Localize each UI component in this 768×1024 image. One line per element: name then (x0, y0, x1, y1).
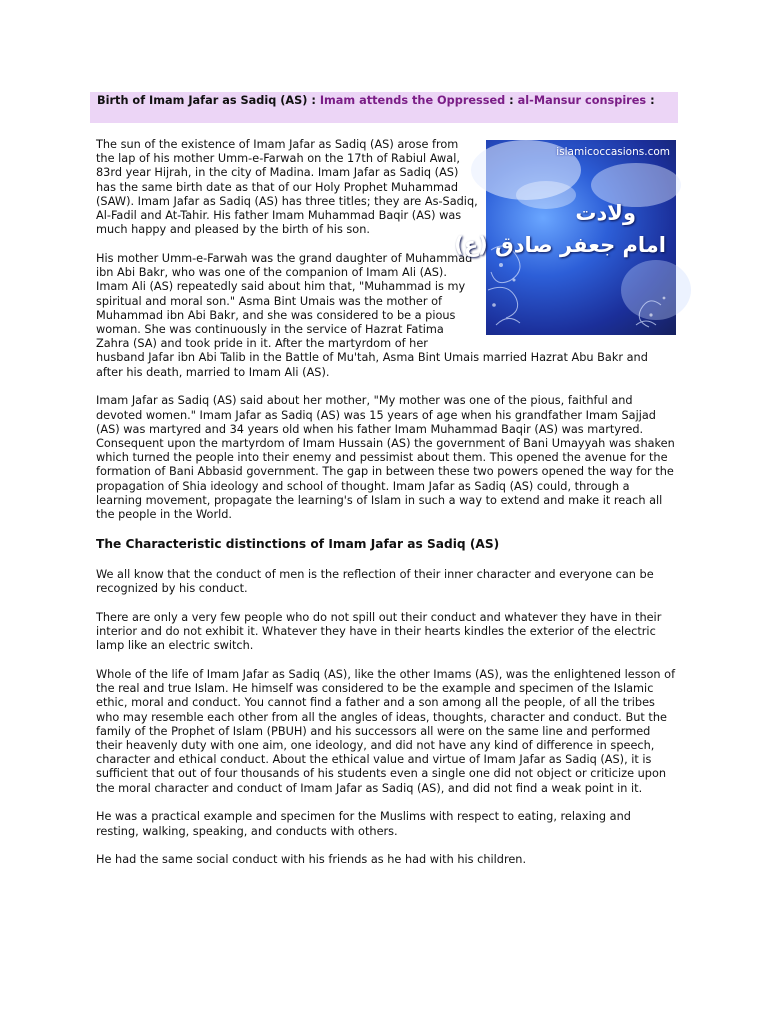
image-watermark: islamicoccasions.com (556, 146, 670, 158)
image-arabic-line-2: امام جعفر صادق (ع) (454, 233, 666, 257)
header-separator: : (307, 94, 320, 107)
section-heading: The Characteristic distinctions of Imam Jafar as Sadiq (AS) (96, 536, 500, 551)
paragraph: There are only a very few people who do not spill out their conduct and whatever they have in their interior and do not exhibit it. Whatever they have in their hearts kindles the exterior of the electric lamp like an electric switch. (96, 610, 662, 653)
header-separator: : (646, 94, 655, 107)
paragraph: His mother Umm-e-Farwah was the grand daughter of Muhammad ibn Abi Bakr, who was one of the companion of Imam Ali (AS). Imam Ali (AS) repeatedly said about him that, "Muhammad is my spiritual and moral son." Asma Bint Umais was the mother of Muhammad ibn Abi Bakr, and she was considered to be a pious woman. She was continuously in the service of Hazrat Fatima Zahra (SA) and took pride in it. After the martyrdom of her husband Jafar ibn Abi Talib in the Battle of Mu'tah, Asma Bint Umais married Hazrat Abu Bakr and after his death, married to Imam Ali (AS). (96, 252, 648, 379)
link-al-mansur-conspires[interactable]: al-Mansur conspires (517, 94, 647, 107)
article-header (90, 92, 678, 123)
article-title: Birth of Imam Jafar as Sadiq (AS) (97, 94, 308, 107)
link-imam-attends-the-oppressed[interactable]: Imam attends the Oppressed (319, 94, 506, 107)
paragraph: We all know that the conduct of men is the reflection of their inner character and everyone can be recognized by his conduct. (96, 567, 654, 596)
paragraph: Whole of the life of Imam Jafar as Sadiq (AS), like the other Imams (AS), was the enlightened lesson of the real and true Islam. He himself was considered to be the example and specimen of the Islamic ethic, moral and conduct. You cannot find a father and a son among all the people, of all the tribes who may resemble each other from all the angles of ideas, thoughts, character and conduct. But the family of the Prophet of Islam (PBUH) and his successors all were on the same line and performed their heavenly duty with one aim, one ideology, and did not have any kind of difference in speech, character and ethical conduct. About the ethical value and virtue of Imam Jafar as Sadiq (AS), it is sufficient that out of four thousands of his students even a single one did not object or criticize upon the moral character and conduct of Imam Jafar as Sadiq (AS), and did not find a weak point in it. (96, 668, 676, 795)
image-arabic-line-1: ولادت (575, 201, 636, 225)
birth-image (454, 140, 676, 335)
header-separator: : (505, 94, 518, 107)
paragraph: He was a practical example and specimen for the Muslims with respect to eating, relaxing and resting, walking, speaking, and conducts with others. (96, 810, 631, 838)
paragraph: The sun of the existence of Imam Jafar as Sadiq (AS) arose from the lap of his mother Umm-e-Farwah on the 17th of Rabiul Awal, 83rd year Hijrah, in the city of Madina. Imam Jafar as Sadiq (AS) has the same birth date as that of our Holy Prophet Muhammad (SAW). Imam Jafar as Sadiq (AS) has three titles; they are As-Sadiq, Al-Fadil and At-Tahir. His father Imam Muhammad Baqir (AS) was much happy and pleased by the birth of his son. (96, 138, 478, 237)
paragraph: He had the same social conduct with his friends as he had with his children. (96, 853, 527, 867)
article-body (96, 138, 676, 882)
paragraph: Imam Jafar as Sadiq (AS) said about her mother, "My mother was one of the pious, faithful and devoted women." Imam Jafar as Sadiq (AS) was 15 years of age when his grandfather Imam Sajjad (AS) was martyred and 34 years old when his father Imam Muhammad Baqir (AS) was martyred. Consequent upon the martyrdom of Imam Hussain (AS) the government of Bani Umayyah was shaken which turned the people into their enemy and pessimist about them. This opened the avenue for the formation of Bani Abbasid government. The gap in between these two powers opened the way for the propagation of Shia ideology and school of thought. Imam Jafar as Sadiq (AS) could, through a learning movement, propagate the learning's of Islam in such a way to extend and make it reach all the people in the World. (96, 394, 675, 522)
